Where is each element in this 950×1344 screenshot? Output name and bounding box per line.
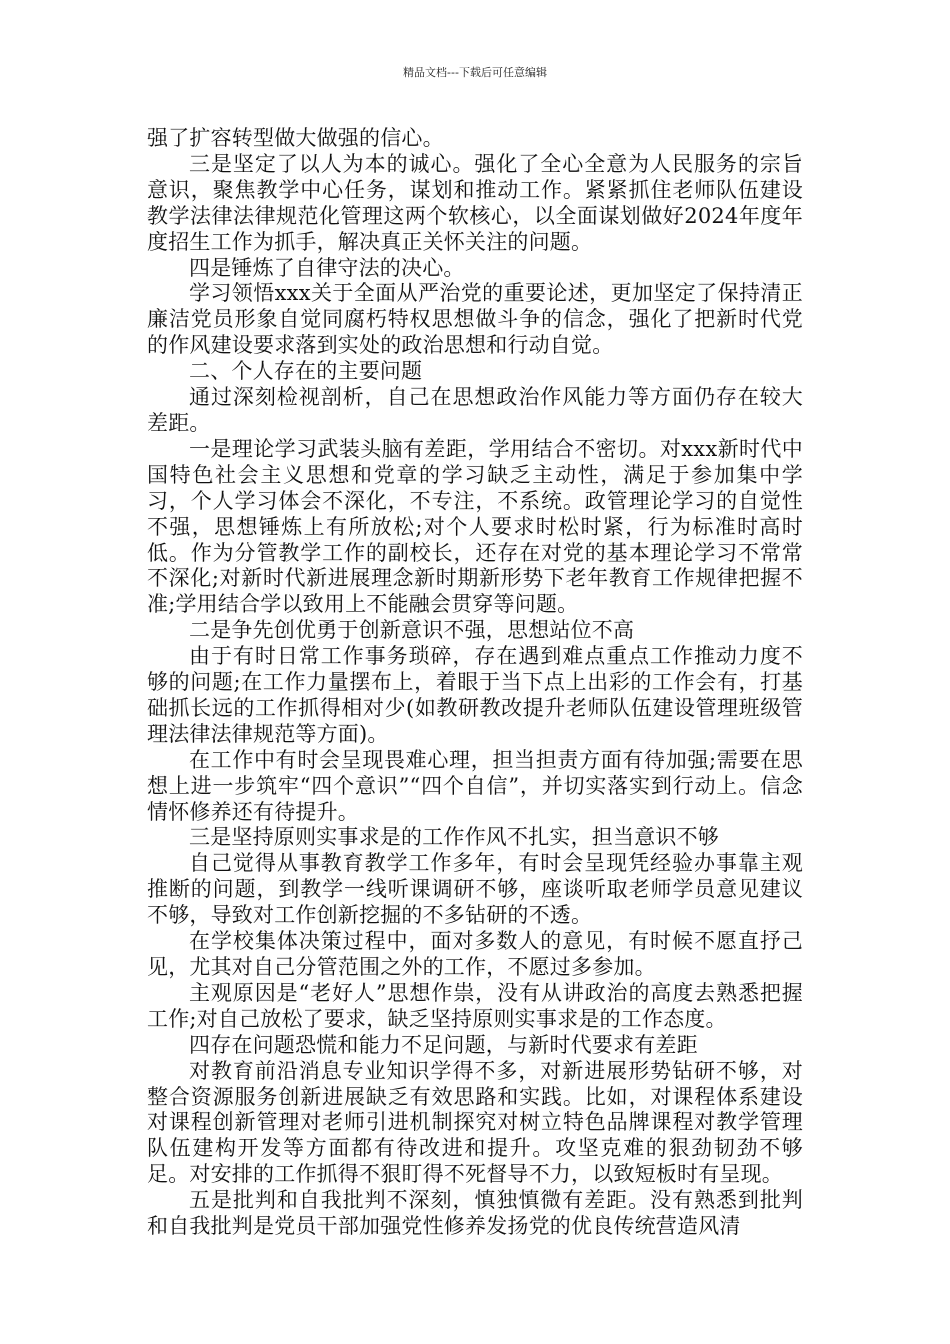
paragraph: 二是争先创优勇于创新意识不强，思想站位不高 [189, 618, 635, 643]
paragraph: 通过深刻检视剖析，自己在思想政治作风能力等方面仍存在较大差距。 [147, 385, 803, 435]
paragraph: 四存在问题恐慌和能力不足问题，与新时代要求有差距 [189, 1032, 698, 1057]
paragraph: 对教育前沿消息专业知识学得不多，对新进展形势钻研不够，对整合资源服务创新进展缺乏有效思路和实践。比如，对课程体系建设对课程创新管理对老师引进机制探究对树立特色品牌课程对教学管理队伍建构开发等方面都有待改进和提升。攻坚克难的狠劲韧劲不够足。对安排的工作抓得不狠盯得不死督导不力，以致短板时有呈现。 [147, 1058, 803, 1187]
paragraph: 四是锤炼了自律守法的决心。 [189, 255, 465, 280]
paragraph: 学习领悟xxx关于全面从严治党的重要论述，更加坚定了保持清正廉洁党员形象自觉同腐朽特权思想做斗争的信念，强化了把新时代党的作风建设要求落到实处的政治思想和行动自觉。 [147, 281, 803, 358]
paragraph: 三是坚持原则实事求是的工作作风不扎实，担当意识不够 [189, 825, 719, 850]
paragraph: 在学校集体决策过程中，面对多数人的意见，有时候不愿直抒己见，尤其对自己分管范围之外的工作，不愿过多参加。 [147, 929, 803, 979]
paragraph: 在工作中有时会呈现畏难心理，担当担责方面有待加强;需要在思想上进一步筑牢“四个意识”“四个自信”，并切实落实到行动上。信念情怀修养还有待提升。 [147, 747, 803, 824]
paragraph: 一是理论学习武装头脑有差距，学用结合不密切。对xxx新时代中国特色社会主义思想和党章的学习缺乏主动性，满足于参加集中学习，个人学习体会不深化，不专注，不系统。政管理论学习的自觉性不强，思想锤炼上有所放松;对个人要求时松时紧，行为标准时高时低。作为分管教学工作的副校长，还存在对党的基本理论学习不常常不深化;对新时代新进展理念新时期新形势下老年教育工作规律把握不准;学用结合学以致用上不能融会贯穿等问题。 [147, 436, 803, 617]
paragraph: 三是坚定了以人为本的诚心。强化了全心全意为人民服务的宗旨意识，聚焦教学中心任务，谋划和推动工作。紧紧抓住老师队伍建设教学法律法律规范化管理这两个软核心，以全面谋划做好2024年度年度招生工作为抓手，解决真正关怀关注的问题。 [147, 151, 803, 254]
section-heading: 二、个人存在的主要问题 [189, 359, 423, 384]
paragraph: 五是批判和自我批判不深刻，慎独慎微有差距。没有熟悉到批判和自我批判是党员干部加强党性修养发扬党的优良传统营造风清 [147, 1188, 803, 1239]
paragraph: 自己觉得从事教育教学工作多年，有时会呈现凭经验办事靠主观推断的问题，到教学一线听课调研不够，座谈听取老师学员意见建议不够，导致对工作创新挖掘的不多钻研的不透。 [147, 851, 803, 928]
paragraph: 强了扩容转型做大做强的信心。 [147, 126, 444, 150]
paragraph: 由于有时日常工作事务琐碎，存在遇到难点重点工作推动力度不够的问题;在工作力量摆布上，着眼于当下点上出彩的工作会有，打基础抓长远的工作抓得相对少(如教研教改提升老师队伍建设管理班级管理法律法律规范等方面)。 [147, 644, 803, 746]
paragraph: 主观原因是“老好人”思想作祟，没有从讲政治的高度去熟悉把握工作;对自己放松了要求，缺乏坚持原则实事求是的工作态度。 [147, 980, 803, 1031]
document-body [147, 126, 803, 1240]
page-header: 精品文档---下载后可任意编辑 [403, 66, 547, 79]
